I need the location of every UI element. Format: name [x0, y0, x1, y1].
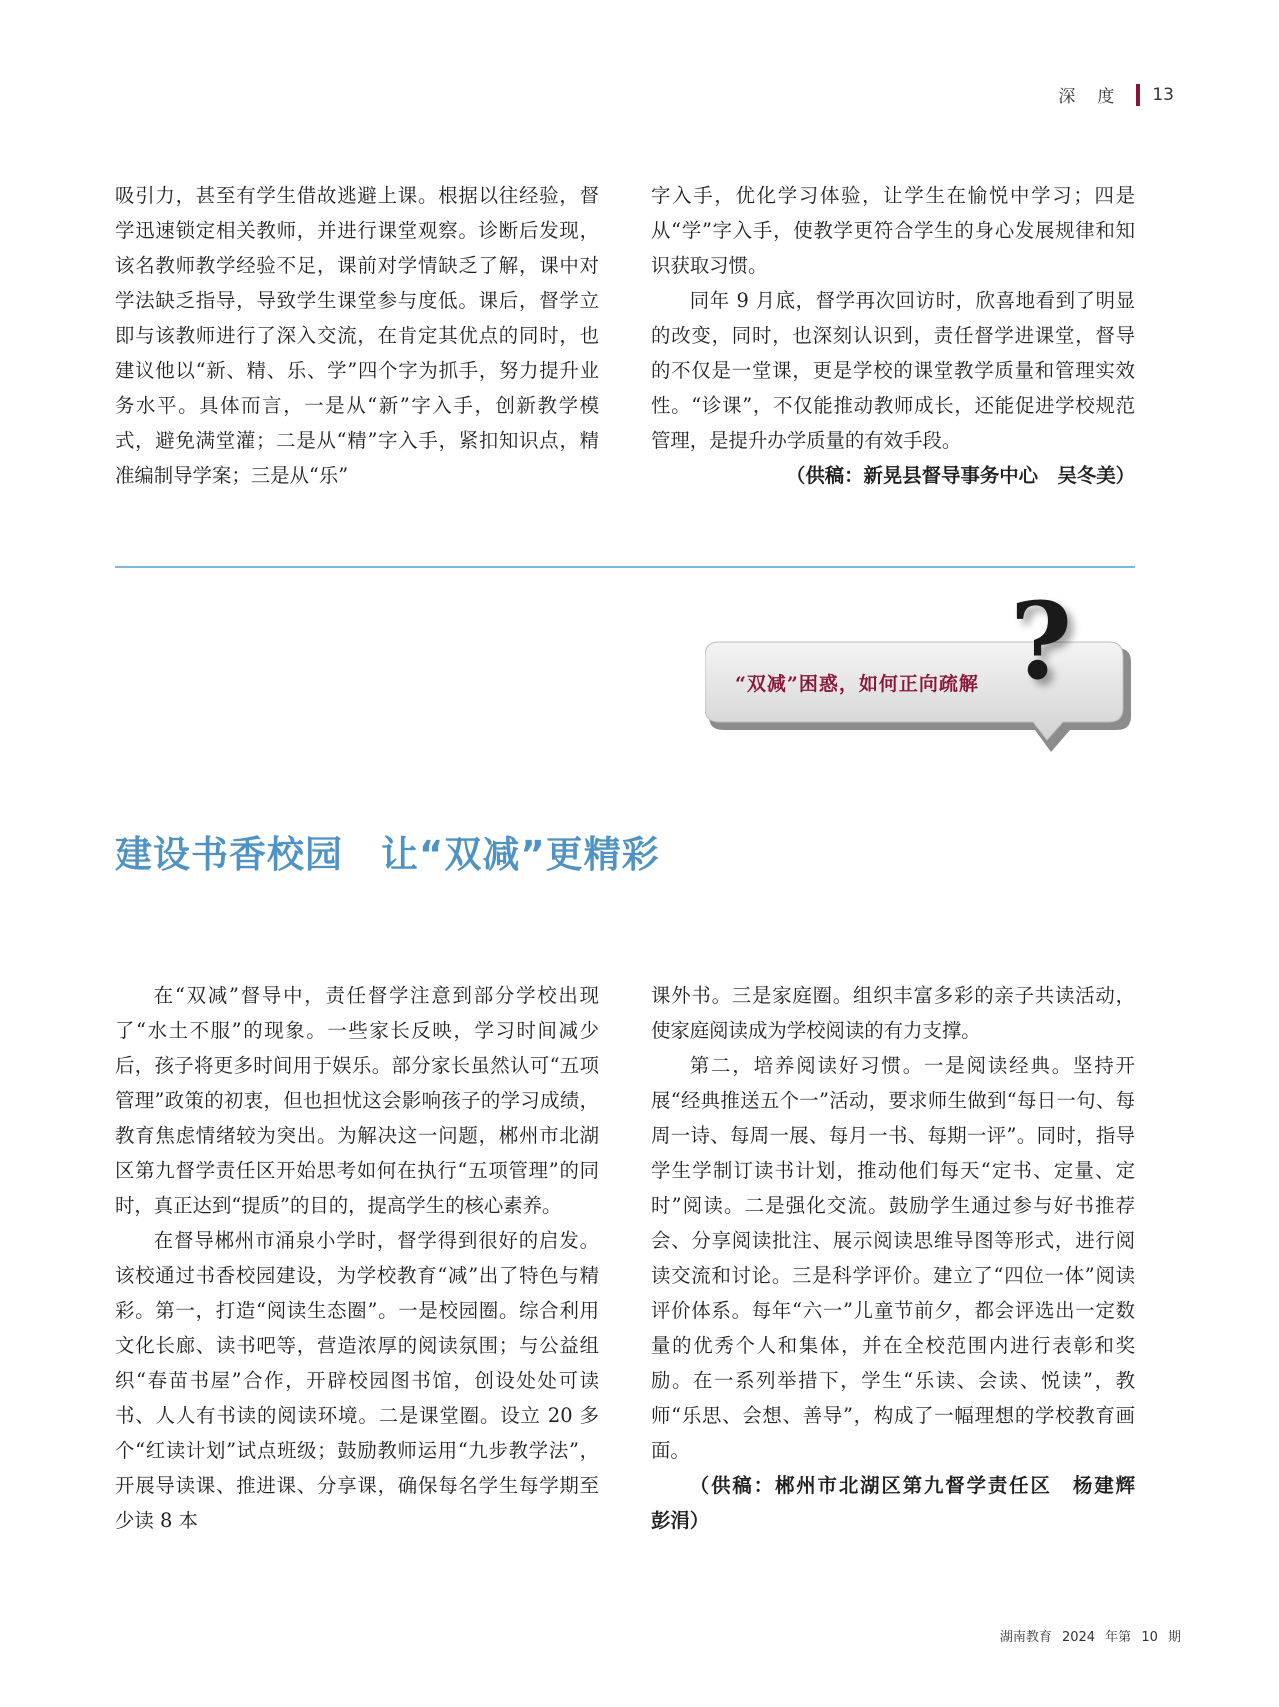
callout-banner [705, 578, 1135, 758]
paragraph: 在督导郴州市涌泉小学时，督学得到很好的启发。该校通过书香校园建设，为学校教育“减”出了特色与精彩。第一，打造“阅读生态圈”。一是校园圈。综合利用文化长廊、读书吧等，营造浓厚的阅读氛围；与公益组织“春苗书屋”合作，开辟校园图书馆，创设处处可读书、人人有书读的阅读环境。二是课堂圈。设立 20 多个“红读计划”试点班级；鼓励教师运用“九步教学法”，开展导读课、推进课、分享课，确保每名学生每学期至少读 8 本 [115, 1229, 599, 1532]
issue-number: 2024 年第 10 期 [1061, 1630, 1181, 1645]
callout-text: “双减”困惑，如何正向疏解 [735, 673, 979, 695]
paragraph: 吸引力，甚至有学生借故逃避上课。根据以往经验，督学迅速锁定相关教师，并进行课堂观察。诊断后发现，该名教师教学经验不足，课前对学情缺乏了解，课中对学法缺乏指导，导致学生课堂参与度低。课后，督学立即与该教师进行了深入交流，在肯定其优点的同时，也建议他以“新、精、乐、学”四个字为抓手，努力提升业务水平。具体而言，一是从“新”字入手，创新教学模式，避免满堂灌；二是从“精”字入手，紧扣知识点，精准编制导学案；三是从“乐” [115, 184, 599, 487]
running-header [1058, 82, 1174, 107]
top-article-right-column [651, 178, 1135, 493]
page-footer [1000, 1626, 1181, 1645]
top-article-credit: （供稿：新晃县督导事务中心 吴冬美） [785, 464, 1135, 487]
paragraph: 同年 9 月底，督学再次回访时，欣喜地看到了明显的改变，同时，也深刻认识到，责任督学进课堂，督导的不仅是一堂课，更是学校的课堂教学质量和管理实效性。“诊课”，不仅能推动教师成长，还能促进学校规范管理，是提升办学质量的有效手段。 [651, 289, 1135, 452]
paragraph: 在“双减”督导中，责任督学注意到部分学校出现了“水土不服”的现象。一些家长反映，学习时间减少后，孩子将更多时间用于娱乐。部分家长虽然认可“五项管理”政策的初衷，但也担忧这会影响孩子的学习成绩，教育焦虑情绪较为突出。为解决这一问题，郴州市北湖区第九督学责任区开始思考如何在执行“五项管理”的同时，真正达到“提质”的目的，提高学生的核心素养。 [115, 984, 599, 1217]
main-article-credit: （供稿：郴州市北湖区第九督学责任区 杨建辉 彭涓） [651, 1474, 1155, 1532]
journal-name: 湖南教育 [999, 1630, 1052, 1645]
main-article-right-column [651, 978, 1155, 1538]
page-number: 13 [1152, 84, 1174, 105]
paragraph: 字入手，优化学习体验，让学生在愉悦中学习；四是从“学”字入手，使教学更符合学生的身心发展规律和知识获取习惯。 [651, 184, 1135, 277]
section-divider [115, 566, 1135, 568]
article-title: 建设书香校园 让“双减”更精彩 [115, 833, 660, 876]
main-article-left-column [115, 978, 599, 1538]
paragraph: 课外书。三是家庭圈。组织丰富多彩的亲子共读活动，使家庭阅读成为学校阅读的有力支撑。 [651, 984, 1135, 1042]
top-article-left-column [115, 178, 599, 493]
question-mark-icon: ? [1010, 578, 1073, 703]
section-name: 深度 [1058, 87, 1137, 107]
header-divider-bar [1136, 84, 1140, 106]
paragraph: 第二，培养阅读好习惯。一是阅读经典。坚持开展“经典推送五个一”活动，要求师生做到“每日一句、每周一诗、每周一展、每月一书、每期一评”。同时，指导学生学制订读书计划，推动他们每天“定书、定量、定时”阅读。二是强化交流。鼓励学生通过参与好书推荐会、分享阅读批注、展示阅读思维导图等形式，进行阅读交流和讨论。三是科学评价。建立了“四位一体”阅读评价体系。每年“六一”儿童节前夕，都会评选出一定数量的优秀个人和集体，并在全校范围内进行表彰和奖励。在一系列举措下，学生“乐读、会读、悦读”，教师“乐思、会想、善导”，构成了一幅理想的学校教育画面。 [651, 1054, 1135, 1462]
